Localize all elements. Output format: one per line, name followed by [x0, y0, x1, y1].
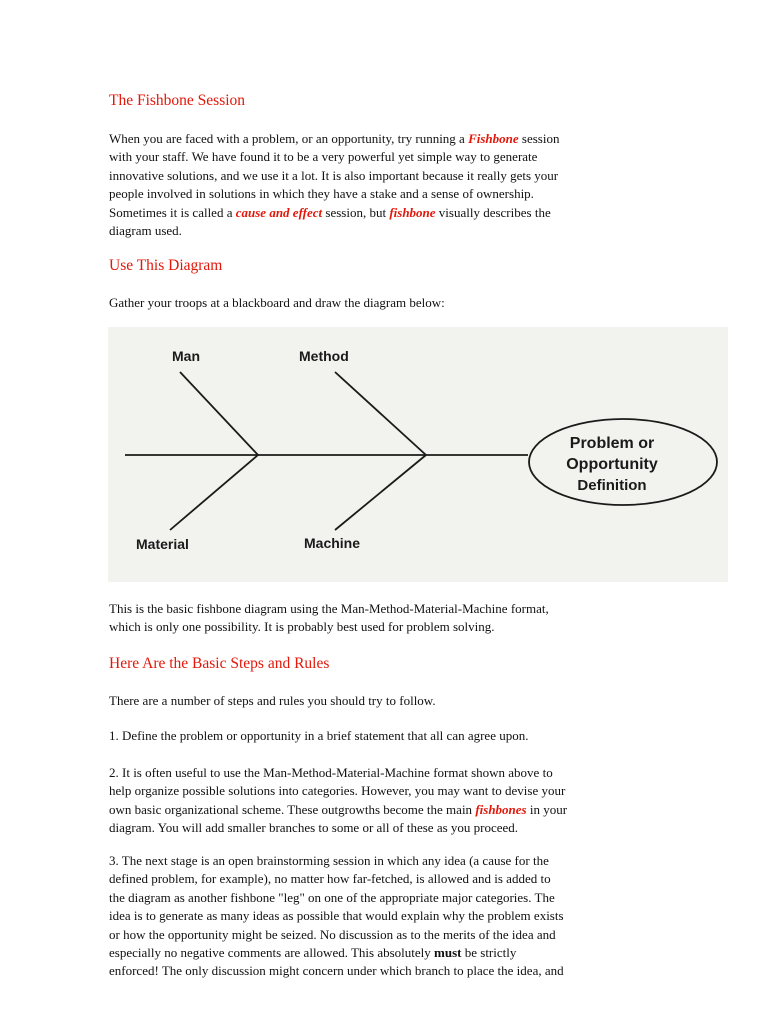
head-text-line: Definition	[577, 477, 647, 494]
step-3-line: or how the opportunity might be seized. No discussion as to the merits of the idea and	[109, 926, 556, 942]
step-3-text: especially no negative comments are allowed. This absolutely	[109, 945, 435, 961]
step-2	[109, 764, 654, 838]
intro-text: visually describes the	[435, 204, 551, 220]
caption-line: This is the basic fishbone diagram using the Man-Method-Material-Machine format,	[109, 601, 549, 616]
section-heading-diagram: Use This Diagram	[109, 257, 223, 274]
step-3-line	[109, 944, 654, 962]
intro-text: When you are faced with a problem, or an opportunity, try running a	[109, 131, 469, 146]
page-title: The Fishbone Session	[109, 92, 246, 109]
fishbones-emphasis: fishbones	[475, 801, 527, 817]
step-3-line: 3. The next stage is an open brainstorming session in which any idea (a cause for the	[109, 853, 549, 868]
intro-text: Sometimes it is called a	[109, 204, 236, 220]
step-2-text: in your	[526, 801, 568, 817]
intro-line: people involved in solutions in which they have a stake and a sense of ownership.	[109, 186, 534, 202]
fishbone-emphasis: fishbone	[389, 204, 436, 220]
head-text-line: Problem or	[569, 435, 655, 452]
step-3-line: defined problem, for example), no matter how far-fetched, is allowed and is added to	[109, 871, 551, 887]
cause-and-effect-emphasis: cause and effect	[235, 204, 323, 220]
steps-intro-line: There are a number of steps and rules you should try to follow.	[109, 693, 436, 708]
bone-label-material: Material	[136, 536, 189, 552]
intro-line: diagram used.	[109, 223, 182, 239]
step-1-line: 1. Define the problem or opportunity in a brief statement that all can agree upon.	[109, 728, 529, 743]
intro-line: with your staff. We have found it to be a very powerful yet simple way to generate	[109, 149, 538, 165]
section-heading-steps: Here Are the Basic Steps and Rules	[109, 655, 330, 672]
bone-label-machine: Machine	[304, 535, 361, 551]
step-3-line: idea is to generate as many ideas as possible that would explain why the problem exists	[109, 908, 564, 924]
intro-paragraph	[109, 130, 654, 240]
head-text-line: Opportunity	[566, 456, 658, 473]
step-2-line	[109, 801, 654, 819]
step-3-line: the diagram as another fishbone "leg" on one of the appropriate major categories. The	[109, 889, 555, 905]
step-2-line: help organize possible solutions into categories. However, you may want to devise your	[109, 783, 566, 799]
bone-label-method: Method	[299, 348, 349, 364]
diagram-caption	[109, 600, 654, 637]
step-2-text: own basic organizational scheme. These outgrowths become the main	[109, 801, 476, 817]
fishbone-diagram-svg	[108, 327, 728, 582]
caption-line: which is only one possibility. It is probably best used for problem solving.	[109, 619, 495, 635]
step-3	[109, 852, 654, 981]
step-3-line: enforced! The only discussion might concern under which branch to place the idea, and	[109, 963, 564, 979]
fishbone-diagram	[108, 327, 728, 582]
intro-line	[109, 130, 654, 148]
steps-intro	[109, 692, 654, 710]
instruction-line: Gather your troops at a blackboard and draw the diagram below:	[109, 295, 445, 310]
step-2-line: diagram. You will add smaller branches to some or all of these as you proceed.	[109, 820, 519, 836]
step-3-text: be strictly	[461, 945, 517, 961]
step-1	[109, 727, 654, 745]
intro-line	[109, 204, 654, 222]
must-emphasis: must	[434, 945, 462, 961]
bone-label-man: Man	[172, 348, 200, 364]
step-2-line: 2. It is often useful to use the Man-Method-Material-Machine format shown above to	[109, 765, 553, 780]
diagram-instruction	[109, 294, 654, 312]
intro-text: session	[518, 131, 560, 146]
intro-text: session, but	[322, 204, 390, 220]
fishbone-emphasis: Fishbone	[468, 131, 519, 146]
intro-line: innovative solutions, and we use it a lot. It is also important because it really gets your	[109, 167, 559, 183]
